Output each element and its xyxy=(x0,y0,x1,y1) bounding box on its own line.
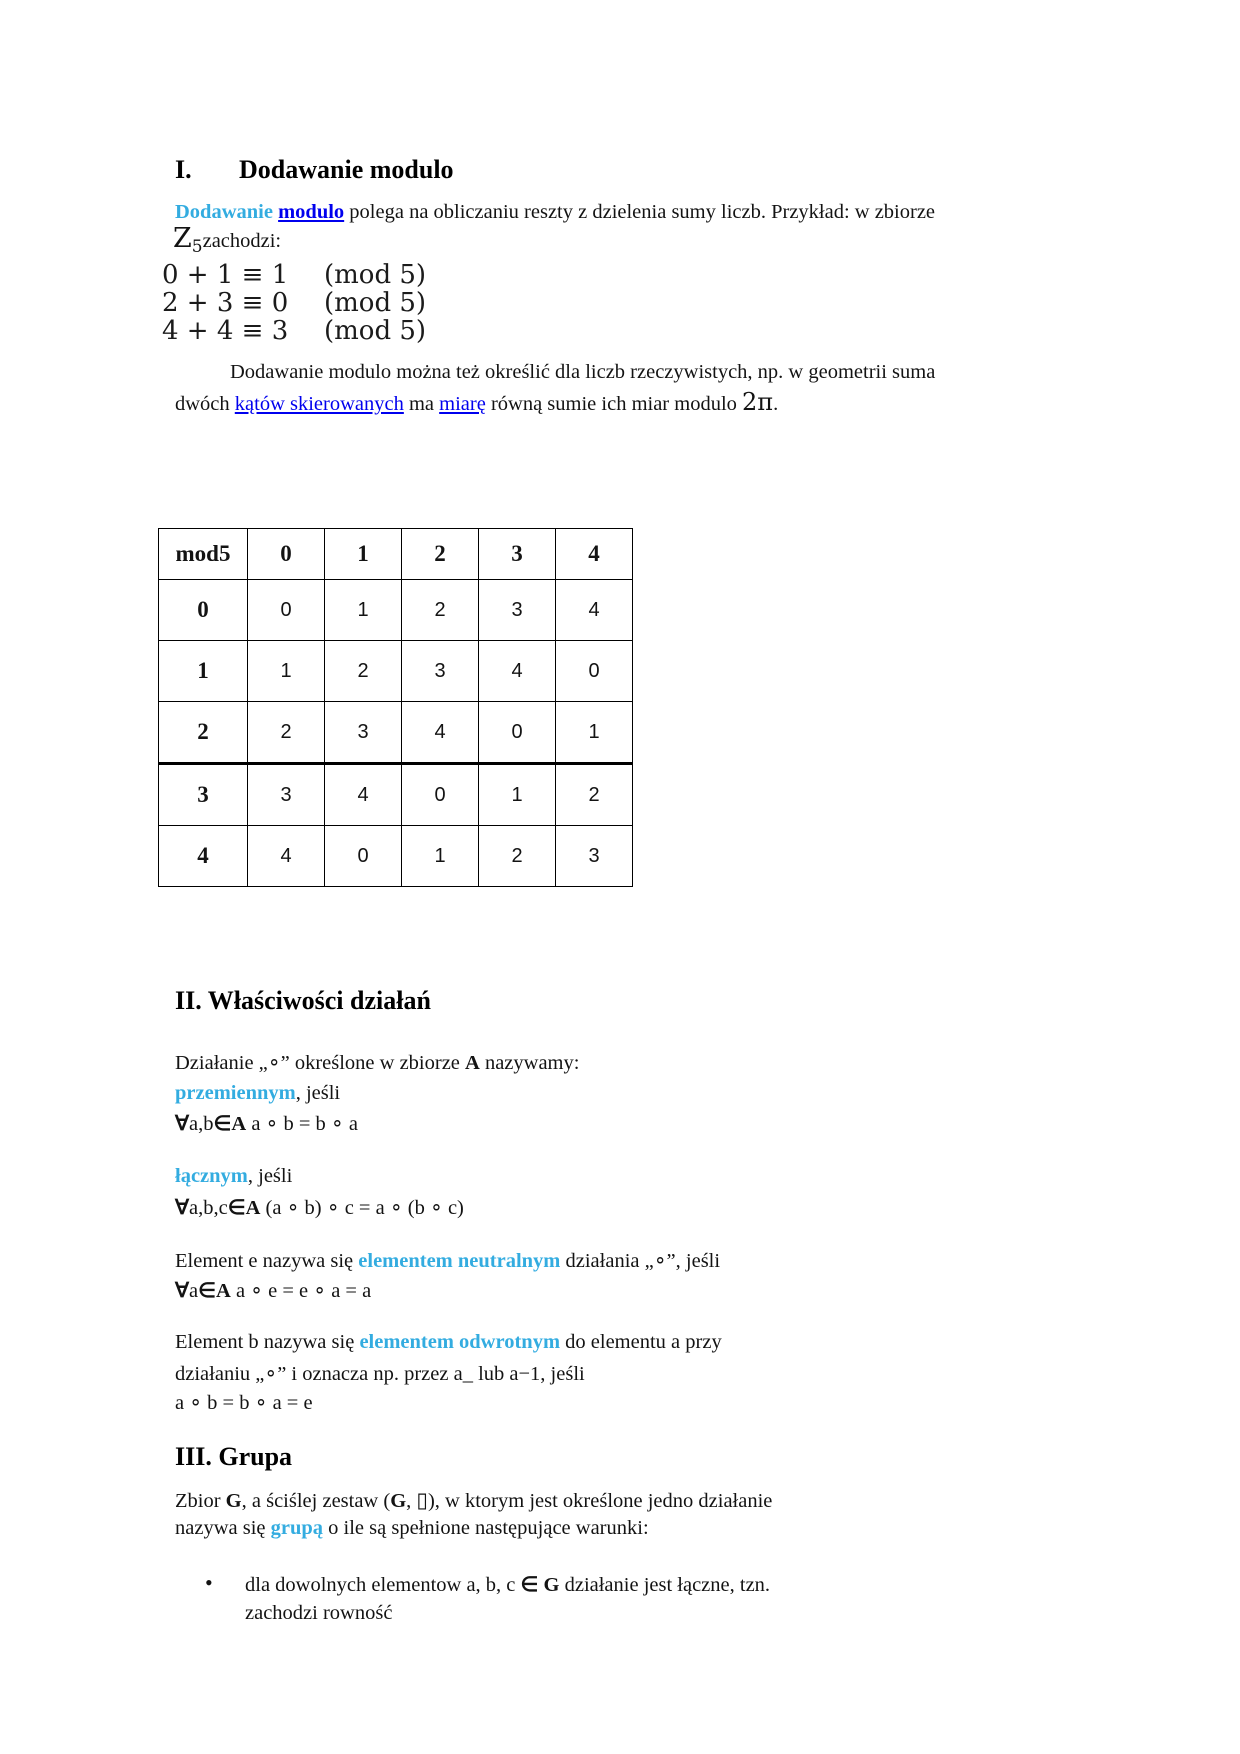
table-row xyxy=(159,580,633,641)
data-cell: 2 xyxy=(248,702,325,764)
bullet-line-2 xyxy=(245,1602,392,1625)
equation-lhs: 0 + 1 ≡ 1 xyxy=(162,260,289,290)
s3-text: nazywa się xyxy=(175,1517,271,1539)
s3-set-g: G xyxy=(390,1490,407,1512)
section-1-number: I. xyxy=(175,155,192,184)
s3-text: o ile są spełnione następujące warunki: xyxy=(323,1517,649,1539)
s3-set-g: G xyxy=(225,1490,242,1512)
s3-line-2 xyxy=(175,1517,649,1540)
equation-lhs: 4 + 4 ≡ 3 xyxy=(162,316,289,346)
paragraph-geometry-line-1 xyxy=(175,361,935,384)
data-cell: 0 xyxy=(325,826,402,887)
s2-line-inverse-element-1 xyxy=(175,1331,722,1354)
data-cell: 4 xyxy=(479,641,556,702)
data-cell: 3 xyxy=(556,826,633,887)
table-row xyxy=(159,702,633,764)
term-lacznym: łącznym xyxy=(175,1165,248,1187)
s2-text: do elementu a przy xyxy=(560,1331,722,1353)
column-header-cell: 4 xyxy=(556,529,633,580)
row-header-cell: 0 xyxy=(159,580,248,641)
data-cell: 1 xyxy=(402,826,479,887)
data-cell: 3 xyxy=(402,641,479,702)
row-header-cell: 4 xyxy=(159,826,248,887)
section-1-title: Dodawanie modulo xyxy=(239,155,454,184)
math-formula xyxy=(162,289,426,317)
s2-formula-inverse xyxy=(175,1390,313,1415)
geometry-text-1: Dodawanie modulo można też określić dla liczb rzeczywistych, np. w geometrii suma xyxy=(230,361,936,383)
data-cell: 2 xyxy=(479,826,556,887)
data-cell: 1 xyxy=(248,641,325,702)
s2-formula-associative xyxy=(175,1195,464,1220)
s3-line-1 xyxy=(175,1488,772,1513)
s2-text: , jeśli xyxy=(295,1082,341,1104)
column-header-cell: mod5 xyxy=(159,529,248,580)
geometry-text-3: ma xyxy=(403,393,440,415)
s2-text: Działanie „∘” określone w zbiorze xyxy=(175,1052,466,1074)
data-cell: 4 xyxy=(248,826,325,887)
link-miare[interactable]: miarę xyxy=(439,393,486,415)
zachodzi-text: zachodzi: xyxy=(202,230,282,252)
geometry-text-2: dwóch xyxy=(175,393,235,415)
s2-formula-text: a ∘ e = e ∘ a = a xyxy=(230,1280,372,1302)
s2-formula-commutative xyxy=(175,1111,358,1136)
data-cell: 3 xyxy=(479,580,556,641)
data-cell: 4 xyxy=(402,702,479,764)
element-of-a: ∈A xyxy=(198,1280,231,1302)
element-of-a: ∈A xyxy=(213,1113,247,1135)
column-header-cell: 2 xyxy=(402,529,479,580)
missing-glyph-box: ▯ xyxy=(416,1488,428,1512)
s2-text: a xyxy=(189,1280,199,1302)
section-2-title: II. Właściwości działań xyxy=(175,986,431,1015)
s2-text: a,b xyxy=(189,1113,214,1135)
data-cell: 1 xyxy=(325,580,402,641)
data-cell: 3 xyxy=(325,702,402,764)
term-grupa: grupą xyxy=(270,1517,324,1539)
column-header-cell: 0 xyxy=(248,529,325,580)
term-dodawanie: Dodawanie xyxy=(175,201,273,223)
row-header-cell: 3 xyxy=(159,764,248,826)
s2-text: Element b nazywa się xyxy=(175,1331,360,1353)
math-2pi: 2π xyxy=(742,388,774,416)
data-cell: 0 xyxy=(248,580,325,641)
section-2-heading xyxy=(175,986,431,1016)
forall-symbol: ∀ xyxy=(175,1280,190,1302)
term-przemiennym: przemiennym xyxy=(175,1082,296,1104)
math-formula xyxy=(162,261,426,289)
term-element-neutralny: elementem neutralnym xyxy=(358,1250,561,1272)
s2-line-lacznym xyxy=(175,1165,292,1188)
bullet-text: zachodzi rowność xyxy=(245,1602,393,1624)
s2-formula-text: a ∘ b = b ∘ a = e xyxy=(175,1392,313,1414)
s2-text: , jeśli xyxy=(247,1165,293,1187)
data-cell: 2 xyxy=(556,764,633,826)
data-cell: 1 xyxy=(479,764,556,826)
s2-text: a,b,c xyxy=(189,1197,228,1219)
equation-mod: (mod 5) xyxy=(324,260,427,290)
s2-formula-neutral xyxy=(175,1278,371,1303)
math-equation-block xyxy=(162,261,426,345)
data-cell: 2 xyxy=(325,641,402,702)
element-of-g: ∈ G xyxy=(520,1574,560,1596)
equation-lhs: 2 + 3 ≡ 0 xyxy=(162,288,289,318)
element-of-a: ∈A xyxy=(227,1197,261,1219)
data-cell: 0 xyxy=(402,764,479,826)
data-cell: 2 xyxy=(402,580,479,641)
s2-formula-text: (a ∘ b) ∘ c = a ∘ (b ∘ c) xyxy=(260,1197,464,1219)
data-cell: 0 xyxy=(556,641,633,702)
forall-symbol: ∀ xyxy=(175,1113,190,1135)
s2-text: działaniu „∘” i oznacza np. przez a_ lub a−1, jeśli xyxy=(175,1363,585,1385)
bullet-text: działanie jest łączne, tzn. xyxy=(559,1574,771,1596)
s2-line-przemiennym xyxy=(175,1082,340,1105)
bullet-text: dla dowolnych elementow a, b, c xyxy=(245,1574,521,1596)
section-3-heading xyxy=(175,1442,292,1472)
table-row xyxy=(159,826,633,887)
data-cell: 4 xyxy=(325,764,402,826)
math-formula xyxy=(162,317,426,345)
paragraph-geometry-line-2 xyxy=(175,388,778,416)
s3-text: Zbior xyxy=(175,1490,226,1512)
math-z-subscript: 5 xyxy=(191,237,203,258)
mod5-table-body xyxy=(159,529,633,887)
equation-mod: (mod 5) xyxy=(324,288,427,318)
s3-text: , xyxy=(406,1490,417,1512)
paragraph-intro-line-2 xyxy=(173,223,282,258)
paragraph-intro-line-1 xyxy=(175,201,935,224)
bullet-marker: • xyxy=(205,1570,213,1595)
data-cell: 4 xyxy=(556,580,633,641)
section-3-title: III. Grupa xyxy=(175,1442,293,1471)
bullet-line-1 xyxy=(245,1572,770,1597)
s2-text: działania „∘”, jeśli xyxy=(560,1250,721,1272)
row-header-cell: 1 xyxy=(159,641,248,702)
s2-line-inverse-element-2 xyxy=(175,1361,585,1386)
mod5-table xyxy=(158,528,633,887)
equation-mod: (mod 5) xyxy=(324,316,427,346)
link-modulo[interactable]: modulo xyxy=(278,201,345,223)
geometry-text-4: równą sumie ich miar modulo xyxy=(485,393,743,415)
forall-symbol: ∀ xyxy=(175,1197,190,1219)
row-header-cell: 2 xyxy=(159,702,248,764)
s2-set-a: A xyxy=(465,1052,480,1074)
term-element-odwrotny: elementem odwrotnym xyxy=(359,1331,561,1353)
table-row xyxy=(159,764,633,826)
s2-text: nazywamy: xyxy=(479,1052,580,1074)
s3-text: , a ściślej zestaw ( xyxy=(241,1490,391,1512)
geometry-text-5: . xyxy=(773,393,779,415)
s2-line-neutral-element xyxy=(175,1248,720,1273)
math-z: Z xyxy=(173,223,192,254)
link-katy-skierowane[interactable]: kątów skierowanych xyxy=(234,393,404,415)
column-header-cell: 3 xyxy=(479,529,556,580)
intro-text: polega na obliczaniu reszty z dzielenia sumy liczb. Przykład: w zbiorze xyxy=(344,201,936,223)
data-cell: 0 xyxy=(479,702,556,764)
s2-text: Element e nazywa się xyxy=(175,1250,359,1272)
table-header-row xyxy=(159,529,633,580)
data-cell: 3 xyxy=(248,764,325,826)
section-1-heading xyxy=(175,155,454,185)
s2-line-definition xyxy=(175,1050,579,1075)
data-cell: 1 xyxy=(556,702,633,764)
s2-formula-text: a ∘ b = b ∘ a xyxy=(246,1113,358,1135)
s3-text: ), w ktorym jest określone jedno działanie xyxy=(427,1490,773,1512)
table-row xyxy=(159,641,633,702)
column-header-cell: 1 xyxy=(325,529,402,580)
